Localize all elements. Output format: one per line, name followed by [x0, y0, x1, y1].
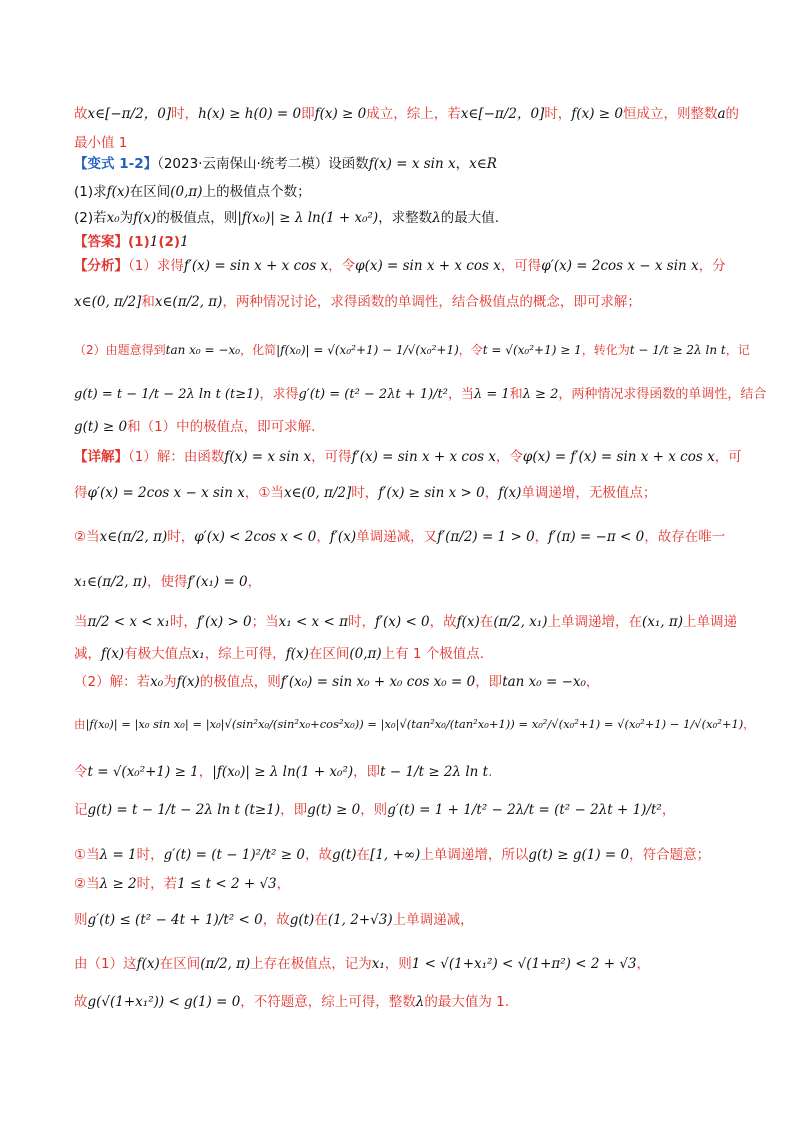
math-expression: 1: [180, 234, 189, 250]
text-segment: ，两种情况讨论，求得函数的单调性，结合极值点的概念，即可求解；: [222, 294, 641, 310]
math-expression: f′(x) > 0: [196, 614, 252, 630]
text-segment: 【分析】: [74, 258, 128, 274]
math-expression: g(√(1+x₁²)) < g(1) = 0: [87, 994, 241, 1010]
text-segment: 时，: [171, 106, 199, 122]
math-expression: φ′(x) = 2cos x − x sin x: [87, 485, 245, 501]
math-expression: λ: [432, 210, 441, 226]
math-expression: g(t) ≥ g(1) = 0: [528, 847, 630, 863]
math-expression: g′(t) ≤ (t² − 4t + 1)/t² < 0: [87, 912, 263, 928]
text-segment: ，: [316, 529, 330, 545]
text-line: [74, 417, 734, 437]
text-segment: 在区间: [308, 646, 350, 662]
text-segment: 当: [74, 614, 88, 630]
text-segment: 在区间: [129, 184, 171, 200]
math-expression: f′(x₀) = sin x₀ + x₀ cos x₀ = 0: [280, 674, 476, 690]
text-segment: 恒成立，则整数: [622, 106, 718, 122]
text-line: [74, 340, 750, 360]
text-segment: 有极大值点: [124, 646, 192, 662]
math-expression: x∈(π/2, π): [99, 529, 168, 545]
math-expression: f(x): [133, 210, 157, 226]
text-segment: 和: [141, 294, 155, 310]
text-line: [74, 154, 734, 174]
text-segment: (2)若: [74, 210, 107, 226]
text-segment: 和（1）中的极值点，即可求解.: [127, 419, 316, 435]
math-expression: f(x): [106, 184, 130, 200]
math-expression: g(t): [331, 847, 357, 863]
math-expression: 1 < √(1+x₁²) < √(1+π²) < 2 + √3: [411, 956, 637, 972]
math-expression: f(x): [285, 646, 309, 662]
text-segment: ①当: [74, 847, 100, 863]
math-expression: λ = 1: [474, 387, 510, 402]
text-segment: ；当: [251, 614, 279, 630]
text-segment: 上单调递增，在: [547, 614, 642, 630]
text-segment: 上单调递减，: [392, 912, 474, 928]
math-expression: x₁ < x < π: [278, 614, 348, 630]
text-segment: (1)求: [74, 184, 107, 200]
math-expression: f′(x₁) = 0: [187, 574, 248, 590]
text-line: [74, 672, 734, 692]
text-line: [74, 447, 742, 467]
text-line: [74, 992, 734, 1012]
text-segment: ，故存在唯一: [644, 529, 726, 545]
text-segment: 上有 1 个极值点.: [381, 646, 485, 662]
text-segment: 得: [74, 485, 88, 501]
text-line: [74, 874, 734, 894]
math-expression: f′(π) = −π < 0: [548, 529, 645, 545]
text-segment: 的极值点，则: [199, 674, 281, 690]
text-segment: ，可得: [311, 449, 352, 465]
text-line: [74, 182, 734, 202]
math-expression: f(x): [101, 646, 125, 662]
math-expression: x∈(0, π/2]: [74, 294, 142, 310]
text-segment: ，: [661, 802, 676, 818]
text-segment: .: [488, 764, 493, 780]
text-segment: ，: [534, 529, 549, 545]
text-segment: 在区间: [159, 956, 201, 972]
text-segment: ，当: [447, 387, 474, 402]
text-segment: 即: [301, 106, 315, 122]
text-segment: ，求整数: [378, 210, 433, 226]
text-segment: ，不符题意，综上可得，整数: [240, 994, 416, 1010]
text-segment: ，故: [304, 847, 332, 863]
text-segment: ，: [198, 764, 213, 780]
text-segment: ②当: [74, 876, 100, 892]
text-segment: ，则: [384, 956, 412, 972]
text-segment: 【变式 1-2】: [74, 156, 158, 172]
text-segment: 上单调递增，所以: [420, 847, 529, 863]
text-segment: 的: [725, 106, 740, 122]
text-line: [74, 133, 734, 153]
text-segment: ，求得: [259, 387, 299, 402]
text-segment: ，令: [328, 258, 356, 274]
text-segment: 故: [74, 994, 88, 1010]
text-line: [74, 292, 734, 312]
text-segment: 的最大值为 1.: [424, 994, 510, 1010]
text-segment: 在: [479, 614, 494, 630]
math-expression: λ ≥ 2: [522, 387, 559, 402]
text-line: [74, 714, 755, 734]
text-segment: 减，: [74, 646, 101, 662]
math-expression: tan x₀ = −x₀: [165, 343, 241, 357]
math-expression: φ′(x) < 2cos x < 0: [194, 529, 317, 545]
math-expression: g′(t) = (t − 1)²/t² ≥ 0: [163, 847, 305, 863]
math-expression: x₁: [191, 646, 205, 662]
math-expression: f′(x) = sin x + x cos x: [351, 449, 496, 465]
math-expression: |f(x₀)| = √(x₀²+1) − 1/√(x₀²+1): [276, 343, 459, 357]
text-segment: ，可: [714, 449, 742, 465]
text-segment: ，则: [360, 802, 388, 818]
math-expression: g(t): [289, 912, 315, 928]
text-segment: ，: [276, 876, 291, 892]
math-expression: f′(x) < 0: [374, 614, 430, 630]
text-segment: 在: [314, 912, 328, 928]
text-line: [74, 572, 734, 592]
text-line: [74, 256, 734, 276]
text-segment: ，: [743, 717, 755, 731]
math-expression: g(t) = t − 1/t − 2λ ln t (t≥1): [87, 802, 281, 818]
text-segment: (2): [158, 234, 181, 250]
text-segment: 令: [74, 764, 88, 780]
math-expression: x∈[−π/2，0]: [87, 106, 172, 122]
text-segment: 上的极值点个数；: [202, 184, 311, 200]
math-expression: tan x₀ = −x₀: [502, 674, 586, 690]
text-line: [74, 644, 734, 664]
math-expression: x₀: [150, 674, 164, 690]
math-expression: 1: [149, 234, 159, 250]
math-expression: t − 1/t ≥ 2λ ln t: [629, 343, 726, 357]
text-segment: 记: [74, 802, 88, 818]
math-expression: f(x): [456, 614, 480, 630]
text-segment: 最小值 1: [74, 135, 128, 151]
text-line: [74, 104, 740, 124]
text-segment: 单调递增，无极值点；: [521, 485, 657, 501]
text-segment: 【答案】(1): [74, 234, 150, 250]
text-line: [74, 527, 734, 547]
text-segment: 【详解】: [74, 449, 128, 465]
text-segment: 时，: [351, 485, 379, 501]
math-expression: (0,π): [349, 646, 382, 662]
text-segment: 上单调递: [682, 614, 737, 630]
text-segment: 时，: [169, 614, 197, 630]
text-segment: ，①当: [244, 485, 284, 501]
text-segment: 时，: [544, 106, 572, 122]
math-expression: t − 1/t ≥ 2λ ln t: [380, 764, 489, 780]
text-segment: 单调递减，又: [356, 529, 438, 545]
text-segment: ，分: [698, 258, 726, 274]
text-segment: 成立，综上，若: [366, 106, 461, 122]
math-expression: φ(x) = f′(x) = sin x + x cos x: [522, 449, 715, 465]
text-segment: ，即: [280, 802, 308, 818]
text-segment: （1）解：由函数: [128, 449, 225, 465]
text-segment: （2）由题意得到: [74, 343, 166, 357]
math-expression: |f(x₀)| ≥ λ ln(1 + x₀²): [212, 764, 354, 780]
math-expression: λ ≥ 2: [99, 876, 137, 892]
text-segment: ，两种情况求得函数的单调性，结合: [558, 387, 767, 402]
math-expression: (x₁, π): [641, 614, 683, 630]
text-line: [74, 208, 734, 228]
math-expression: h(x) ≥ h(0) = 0: [198, 106, 302, 122]
text-line: [74, 800, 734, 820]
text-segment: ，令: [458, 343, 483, 357]
math-expression: f′(π/2) = 1 > 0: [437, 529, 535, 545]
text-line: [74, 910, 734, 930]
math-expression: (1, 2+√3): [327, 912, 393, 928]
math-expression: x₀: [106, 210, 120, 226]
text-segment: 和: [509, 387, 523, 402]
text-segment: ，可得: [500, 258, 542, 274]
math-expression: t = √(x₀²+1) ≥ 1: [482, 343, 582, 357]
text-segment: ②当: [74, 529, 100, 545]
text-segment: 的最大值.: [440, 210, 500, 226]
math-expression: f(x) = x sin x: [368, 156, 456, 172]
math-expression: x∈R: [469, 156, 497, 172]
math-expression: λ: [415, 994, 425, 1010]
math-expression: [1, +∞): [370, 847, 421, 863]
math-expression: x₁: [371, 956, 385, 972]
text-segment: 时，: [136, 847, 164, 863]
math-expression: f(x) ≥ 0: [314, 106, 367, 122]
text-segment: （2023·云南保山·统考二模）设函数: [157, 156, 369, 172]
text-segment: 时，: [167, 529, 195, 545]
text-segment: 的极值点，则: [156, 210, 238, 226]
text-segment: ，: [585, 674, 600, 690]
text-segment: ，综上可得，: [204, 646, 286, 662]
text-line: [74, 954, 734, 974]
math-expression: x∈(π/2, π): [154, 294, 223, 310]
text-segment: 时，: [347, 614, 375, 630]
math-expression: λ = 1: [99, 847, 137, 863]
text-segment: 为: [163, 674, 177, 690]
text-line: [74, 612, 737, 632]
text-segment: ，: [455, 156, 470, 172]
math-expression: g′(t) = 1 + 1/t² − 2λ/t = (t² − 2λt + 1)/t²: [387, 802, 662, 818]
math-expression: φ′(x) = 2cos x − x sin x: [541, 258, 699, 274]
math-expression: x₁∈(π/2, π): [74, 574, 148, 590]
math-expression: f(x) = x sin x: [224, 449, 312, 465]
text-segment: ，: [247, 574, 262, 590]
text-segment: 在: [356, 847, 371, 863]
text-segment: 由: [74, 717, 86, 731]
text-segment: 时，若: [136, 876, 178, 892]
text-segment: ，记: [725, 343, 750, 357]
math-expression: (0,π): [170, 184, 203, 200]
text-segment: （2）解：若: [74, 674, 151, 690]
text-segment: ，即: [353, 764, 381, 780]
text-line: [74, 762, 734, 782]
text-segment: ，即: [475, 674, 503, 690]
text-segment: 故: [74, 106, 88, 122]
text-segment: ，故: [262, 912, 290, 928]
text-segment: 则: [74, 912, 88, 928]
text-segment: 由（1）这: [74, 956, 137, 972]
math-expression: f(x): [136, 956, 160, 972]
text-segment: ，: [636, 956, 651, 972]
math-expression: x∈[−π/2，0]: [460, 106, 545, 122]
math-expression: π/2 < x < x₁: [87, 614, 170, 630]
math-expression: f(x) ≥ 0: [571, 106, 623, 122]
text-line: [74, 483, 734, 503]
math-expression: g(t) ≥ 0: [74, 419, 128, 435]
math-expression: f′(x): [329, 529, 357, 545]
math-expression: |f(x₀)| = |x₀ sin x₀| = |x₀|√(sin²x₀/(sin²x₀+cos²x₀)) = |x₀|√(tan²x₀/(tan²x₀+1)) = x₀²/√(x₀²+1) = √(x₀²+1) − 1/√(x₀²+1): [85, 717, 744, 731]
text-segment: ，: [484, 485, 499, 501]
math-expression: g(t) = t − 1/t − 2λ ln t (t≥1): [74, 387, 260, 402]
math-expression: f(x): [176, 674, 200, 690]
math-expression: x∈(0, π/2]: [283, 485, 352, 501]
math-expression: t = √(x₀²+1) ≥ 1: [87, 764, 199, 780]
text-segment: ，使得: [147, 574, 188, 590]
math-expression: a: [717, 106, 726, 122]
text-segment: 为: [119, 210, 134, 226]
math-expression: g(t) ≥ 0: [307, 802, 361, 818]
text-segment: ，符合题意；: [629, 847, 711, 863]
math-expression: f(x): [498, 485, 522, 501]
text-line: [74, 232, 734, 252]
text-line: [74, 385, 767, 405]
math-expression: (π/2, x₁): [493, 614, 548, 630]
text-segment: 上存在极值点，记为: [250, 956, 372, 972]
text-segment: ，令: [495, 449, 523, 465]
text-segment: ，化简: [240, 343, 277, 357]
text-segment: （1）求得: [128, 258, 184, 274]
text-segment: ，故: [429, 614, 457, 630]
text-segment: ，转化为: [581, 343, 630, 357]
math-expression: 1 ≤ t < 2 + √3: [177, 876, 277, 892]
math-expression: |f(x₀)| ≥ λ ln(1 + x₀²): [237, 210, 379, 226]
math-expression: φ(x) = sin x + x cos x: [355, 258, 501, 274]
math-expression: (π/2, π): [200, 956, 251, 972]
text-line: [74, 845, 734, 865]
math-expression: f′(x) = sin x + x cos x: [183, 258, 329, 274]
math-expression: g′(t) = (t² − 2λt + 1)/t²: [298, 387, 448, 402]
math-expression: f′(x) ≥ sin x > 0: [378, 485, 485, 501]
